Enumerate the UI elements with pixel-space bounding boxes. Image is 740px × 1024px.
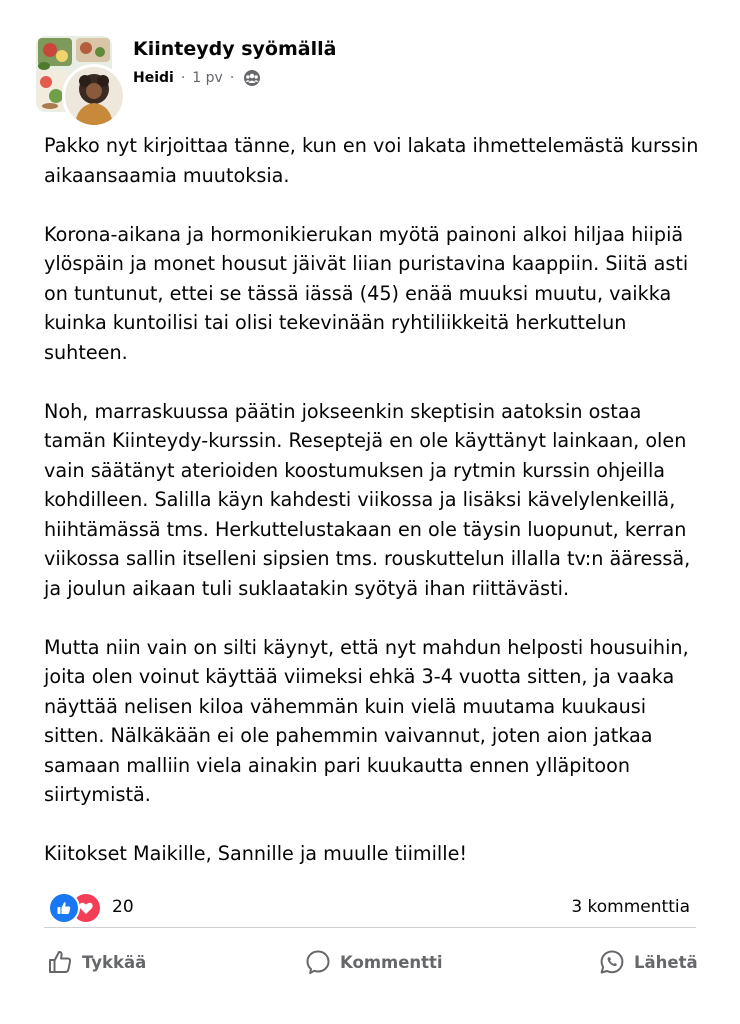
reaction-count[interactable]: 20 — [112, 897, 134, 917]
meta-separator: · — [180, 70, 186, 86]
thumbs-up-icon — [46, 948, 74, 976]
reaction-summary[interactable] — [48, 892, 104, 924]
post-paragraph: Korona-aikana ja hormonikierukan myötä painoni alkoi hiljaa hiipiä ylöspäin ja monet housut jäivät liian puristavina kaappiin. Siitä asti on tuntunut, ettei se tässä iässä (45) enää muuksi muutu, vaikka kuinka kuntoilisi tai olisi tekevinään ryhtiliikkeitä herkuttelun suhteen. — [44, 222, 689, 364]
like-button-label: Tykkää — [82, 952, 147, 972]
comment-button-label: Kommentti — [340, 952, 443, 972]
post-stats — [48, 890, 690, 926]
post-header — [36, 36, 716, 120]
stats-divider — [44, 927, 696, 928]
post-meta — [133, 69, 261, 87]
post-paragraph: Kiitokset Maikille, Sannille ja muulle tiimille! — [44, 842, 468, 865]
comment-count[interactable]: 3 kommenttia — [571, 897, 690, 917]
post-paragraph: Mutta niin vain on silti käynyt, että nyt mahdun helposti housuihin, joita olen voinut käyttää viimeksi ehkä 3-4 vuotta sitten, ja vaaka näyttää nelisen kiloa vähemmän kuin vielä muutama kuukausi sitten. Nälkäkään ei ole pahemmin vaivannut, joten aion jatkaa samaan malliin viela ainakin pari kuukautta ennen ylläpitoon siirtymistä. — [44, 635, 689, 806]
author-name[interactable]: Heidi — [133, 70, 174, 86]
group-name[interactable]: Kiinteydy syömällä — [133, 38, 337, 60]
comment-bubble-icon — [304, 948, 332, 976]
post-body — [44, 131, 708, 869]
author-avatar[interactable] — [62, 64, 126, 128]
person-avatar-image — [65, 67, 123, 125]
like-button[interactable] — [46, 940, 146, 984]
like-reaction-icon — [48, 892, 80, 924]
post-paragraph: Noh, marraskuussa päätin jokseenkin skeptisin aatoksin ostaa tamän Kiinteydy-kurssin. Reseptejä en ole käyttänyt lainkaan, olen vain säätänyt aterioiden koostumuksen ja rytmin kurssin ohjeilla kohdilleen. Salilla käyn kahdesti viikossa ja lisäksi kävelylenkeillä, hiihtämässä tms. Herkuttelustakaan en ole täysin luopunut, kerran viikossa sallin itselleni sipsien tms. rouskuttelun illalla tv:n ääressä, ja joulun aikaan tuli suklaatakin syötyä ihan riittävästi. — [44, 399, 691, 600]
send-button[interactable] — [598, 940, 698, 984]
send-button-label: Lähetä — [634, 952, 698, 972]
comment-button[interactable] — [304, 940, 443, 984]
meta-separator: · — [229, 70, 235, 86]
post-time[interactable]: 1 pv — [192, 70, 223, 86]
whatsapp-icon — [598, 948, 626, 976]
post-paragraph: Pakko nyt kirjoittaa tänne, kun en voi lakata ihmettelemästä kurssin aikaansaamia muutoksia. — [44, 134, 699, 187]
action-bar — [44, 940, 696, 984]
group-audience-icon — [243, 69, 261, 87]
